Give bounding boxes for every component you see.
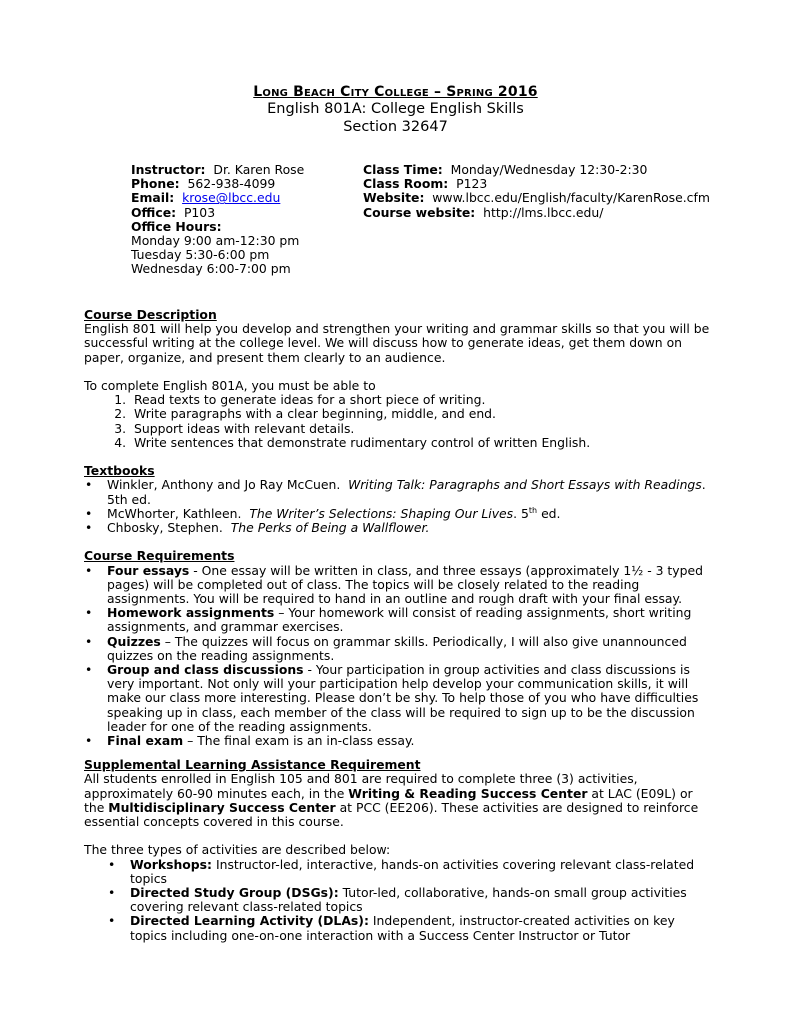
bullet-icon: • [85,505,93,521]
textbooks-list [84,478,714,535]
phone-label: Phone: [131,176,180,192]
phone-value: 562-938-4099 [187,176,276,192]
office-row [131,206,304,220]
syllabus-body [84,308,714,943]
requirement-item: • Homework assignments – Your homework will consist of reading assignments, short writing assignments, and grammar exercises. [85,605,692,635]
bullet-icon: • [85,605,93,621]
bullet-icon: • [85,562,93,578]
website-label: Website: [363,190,425,206]
office-hours-wednesday: Wednesday 6:00-7:00 pm [131,261,291,277]
office-hours-label: Office Hours: [131,218,222,234]
office-label: Office: [131,204,177,220]
office-hours-tuesday: Tuesday 5:30-6:00 pm [131,247,270,263]
course-description-heading: Course Description [84,307,217,322]
course-title: English 801A: College English Skills [267,101,524,117]
class-time-row [363,163,710,177]
instructor-row [131,163,304,177]
instructor-label: Instructor: [131,162,206,177]
objectives-list [84,393,714,450]
activity-item: • Directed Study Group (DSGs): Tutor-led, collaborative, hands-on small group activities covering relevant class-related topics [108,885,687,915]
requirement-item: • Final exam – The final exam is an in-class essay. [85,733,415,749]
bullet-icon: • [108,913,116,929]
website-value: www.lbcc.edu/English/faculty/KarenRose.cfm [432,190,710,206]
bullet-icon: • [85,633,93,649]
instructor-value: Dr. Karen Rose [213,162,305,177]
class-room-row [363,177,710,191]
bullet-icon: • [85,477,93,493]
activity-item: • Directed Learning Activity (DLAs): Independent, instructor-created activities on key topics including one-on-one interaction with a Success Center Instructor or Tutor [108,913,675,943]
requirements-list [84,564,714,749]
college-title: Long Beach City College – Spring 2016 [253,84,538,100]
email-label: Email: [131,190,175,206]
supplemental-text: All students enrolled in English 105 and 801 are required to complete three (3) activities, approximately 60-90 minutes each, in the Writing & Reading Success Center at LAC (E09L) or the Multidisciplinary Success Center at PCC (EE206). These activities are designed to reinforce essential concepts covered in this course. [84,771,699,830]
website-row [363,191,710,205]
bullet-icon: • [85,733,93,749]
course-requirements-heading: Course Requirements [84,548,235,564]
objective-item: 2. Write paragraphs with a clear beginning, middle, and end. [130,407,714,421]
course-website-value: http://lms.lbcc.edu/ [483,204,604,220]
email-link[interactable]: krose@lbcc.edu [182,190,281,206]
class-room-label: Class Room: [363,176,449,192]
bullet-icon: • [108,856,116,872]
textbook-item: • Winkler, Anthony and Jo Ray McCuen. Writing Talk: Paragraphs and Short Essays with Readings. 5th ed. [85,477,706,507]
bullet-icon: • [85,662,93,678]
phone-row [131,177,304,191]
textbook-item: • McWhorter, Kathleen. The Writer’s Selections: Shaping Our Lives. 5th ed. [85,505,561,521]
requirement-item: • Four essays - One essay will be written in class, and three essays (approximately 1½ - 3 typed pages) will be completed out of class. The topics will be closely related to the reading assignments. You will be required to hand in an outline and rough draft with your final essay. [85,562,703,607]
office-hours-monday: Monday 9:00 am-12:30 pm [131,233,300,249]
supplemental-heading: Supplemental Learning Assistance Requirement [84,757,421,773]
objectives-intro: To complete English 801A, you must be able to [84,378,376,393]
bullet-icon: • [108,885,116,901]
course-website-label: Course website: [363,204,476,220]
requirement-item: • Quizzes – The quizzes will focus on grammar skills. Periodically, I will also give unannounced quizzes on the reading assignments. [85,633,687,663]
objective-item: 1. Read texts to generate ideas for a short piece of writing. [130,393,714,407]
activities-list [84,858,714,943]
class-info [363,163,710,220]
activities-intro: The three types of activities are described below: [84,842,391,858]
textbooks-heading: Textbooks [84,463,155,479]
class-room-value: P123 [456,176,488,192]
section-number: Section 32647 [343,119,448,135]
objective-item: 4. Write sentences that demonstrate rudimentary control of written English. [130,436,714,450]
requirement-item: • Group and class discussions - Your participation in group activities and class discussions is very important. Not only will your participation help develop your communication skills, it will make our class more interesting. Please don’t be shy. To help those of you who have difficulties speaking up in class, each member of the class will be required to sign up to be the discussion leader for one of the reading assignments. [85,662,699,734]
email-row [131,191,304,205]
objective-item: 3. Support ideas with relevant details. [130,422,714,436]
course-description-text: English 801 will help you develop and strengthen your writing and grammar skills so that you will be successful writing at the college level. We will discuss how to generate ideas, get them down on paper, organize, and present them clearly to an audience. [84,321,710,365]
instructor-info [131,163,304,277]
class-time-value: Monday/Wednesday 12:30-2:30 [450,162,648,177]
course-website-row [363,206,710,220]
class-time-label: Class Time: [363,162,443,177]
activity-item: • Workshops: Instructor-led, interactive, hands-on activities covering relevant class-related topics [108,856,695,886]
bullet-icon: • [85,520,93,536]
office-value: P103 [183,204,216,220]
textbook-item: • Chbosky, Stephen. The Perks of Being a Wallflower. [85,520,430,536]
